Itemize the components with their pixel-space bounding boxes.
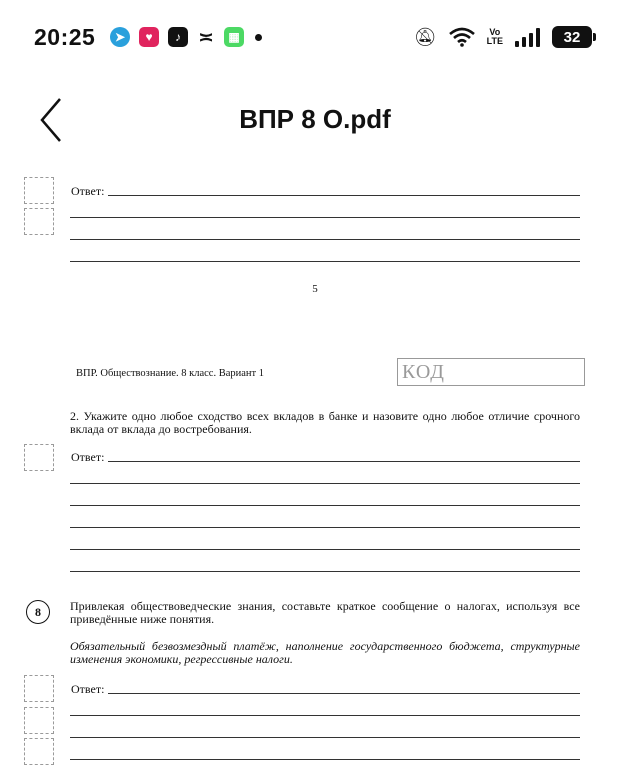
score-box [24, 177, 54, 204]
battery-icon: 32 [552, 26, 592, 48]
document-title: ВПР 8 О.pdf [239, 104, 391, 134]
answer-line [108, 461, 580, 462]
question-8-text: Привлекая обществоведческие знания, составьте краткое сообщение о налогах, используя все приведённые ниже понятия. [70, 599, 580, 626]
page-header: ВПР. Обществознание. 8 класс. Вариант 1 [76, 368, 264, 379]
answer-label: Ответ: [71, 450, 105, 464]
code-box: КОД [397, 358, 585, 386]
pdf-viewer[interactable] [0, 160, 630, 763]
answer-line [70, 261, 580, 262]
status-bar [0, 0, 630, 80]
score-box [24, 738, 54, 765]
tiktok-icon: ♪ [168, 27, 188, 47]
answer-label: Ответ: [71, 682, 105, 696]
answer-line [70, 217, 580, 218]
answer-line [108, 693, 580, 694]
capcut-icon: ≍ [198, 26, 214, 47]
signal-icon [515, 27, 540, 47]
answer-label: Ответ: [71, 184, 105, 198]
answer-line [70, 239, 580, 240]
answer-line [70, 505, 580, 506]
answer-line [108, 195, 580, 196]
answer-line [70, 549, 580, 550]
wifi-icon [449, 27, 475, 47]
question-8-number: 8 [26, 600, 50, 624]
answer-line [70, 759, 580, 760]
question-2-text: 2. Укажите одно любое сходство всех вкладов в банке и назовите одно любое отличие срочного вклада от вклада до востребования. [70, 409, 580, 436]
notification-icons [110, 27, 262, 47]
bell-muted-icon: 🔕︎ [413, 26, 437, 47]
answer-line [70, 527, 580, 528]
answer-line [70, 483, 580, 484]
volte-icon: Vo LTE [486, 27, 503, 46]
calculator-icon: ▦ [224, 27, 244, 47]
answer-line [70, 571, 580, 572]
telegram-icon: ➤ [110, 27, 130, 47]
score-box [24, 208, 54, 235]
score-box [24, 707, 54, 734]
answer-line [70, 737, 580, 738]
answer-line [70, 715, 580, 716]
score-box [24, 675, 54, 702]
more-notifications-dot [255, 34, 262, 41]
score-box [24, 444, 54, 471]
clock: 20:25 [34, 24, 96, 50]
system-icons [414, 26, 592, 48]
page-number: 5 [312, 283, 318, 295]
question-8-terms: Обязательный безвозмездный платёж, наполнение государственного бюджета, структурные изменения экономики, регрессивные налоги. [70, 639, 580, 666]
heart-app-icon: ♥ [139, 27, 159, 47]
